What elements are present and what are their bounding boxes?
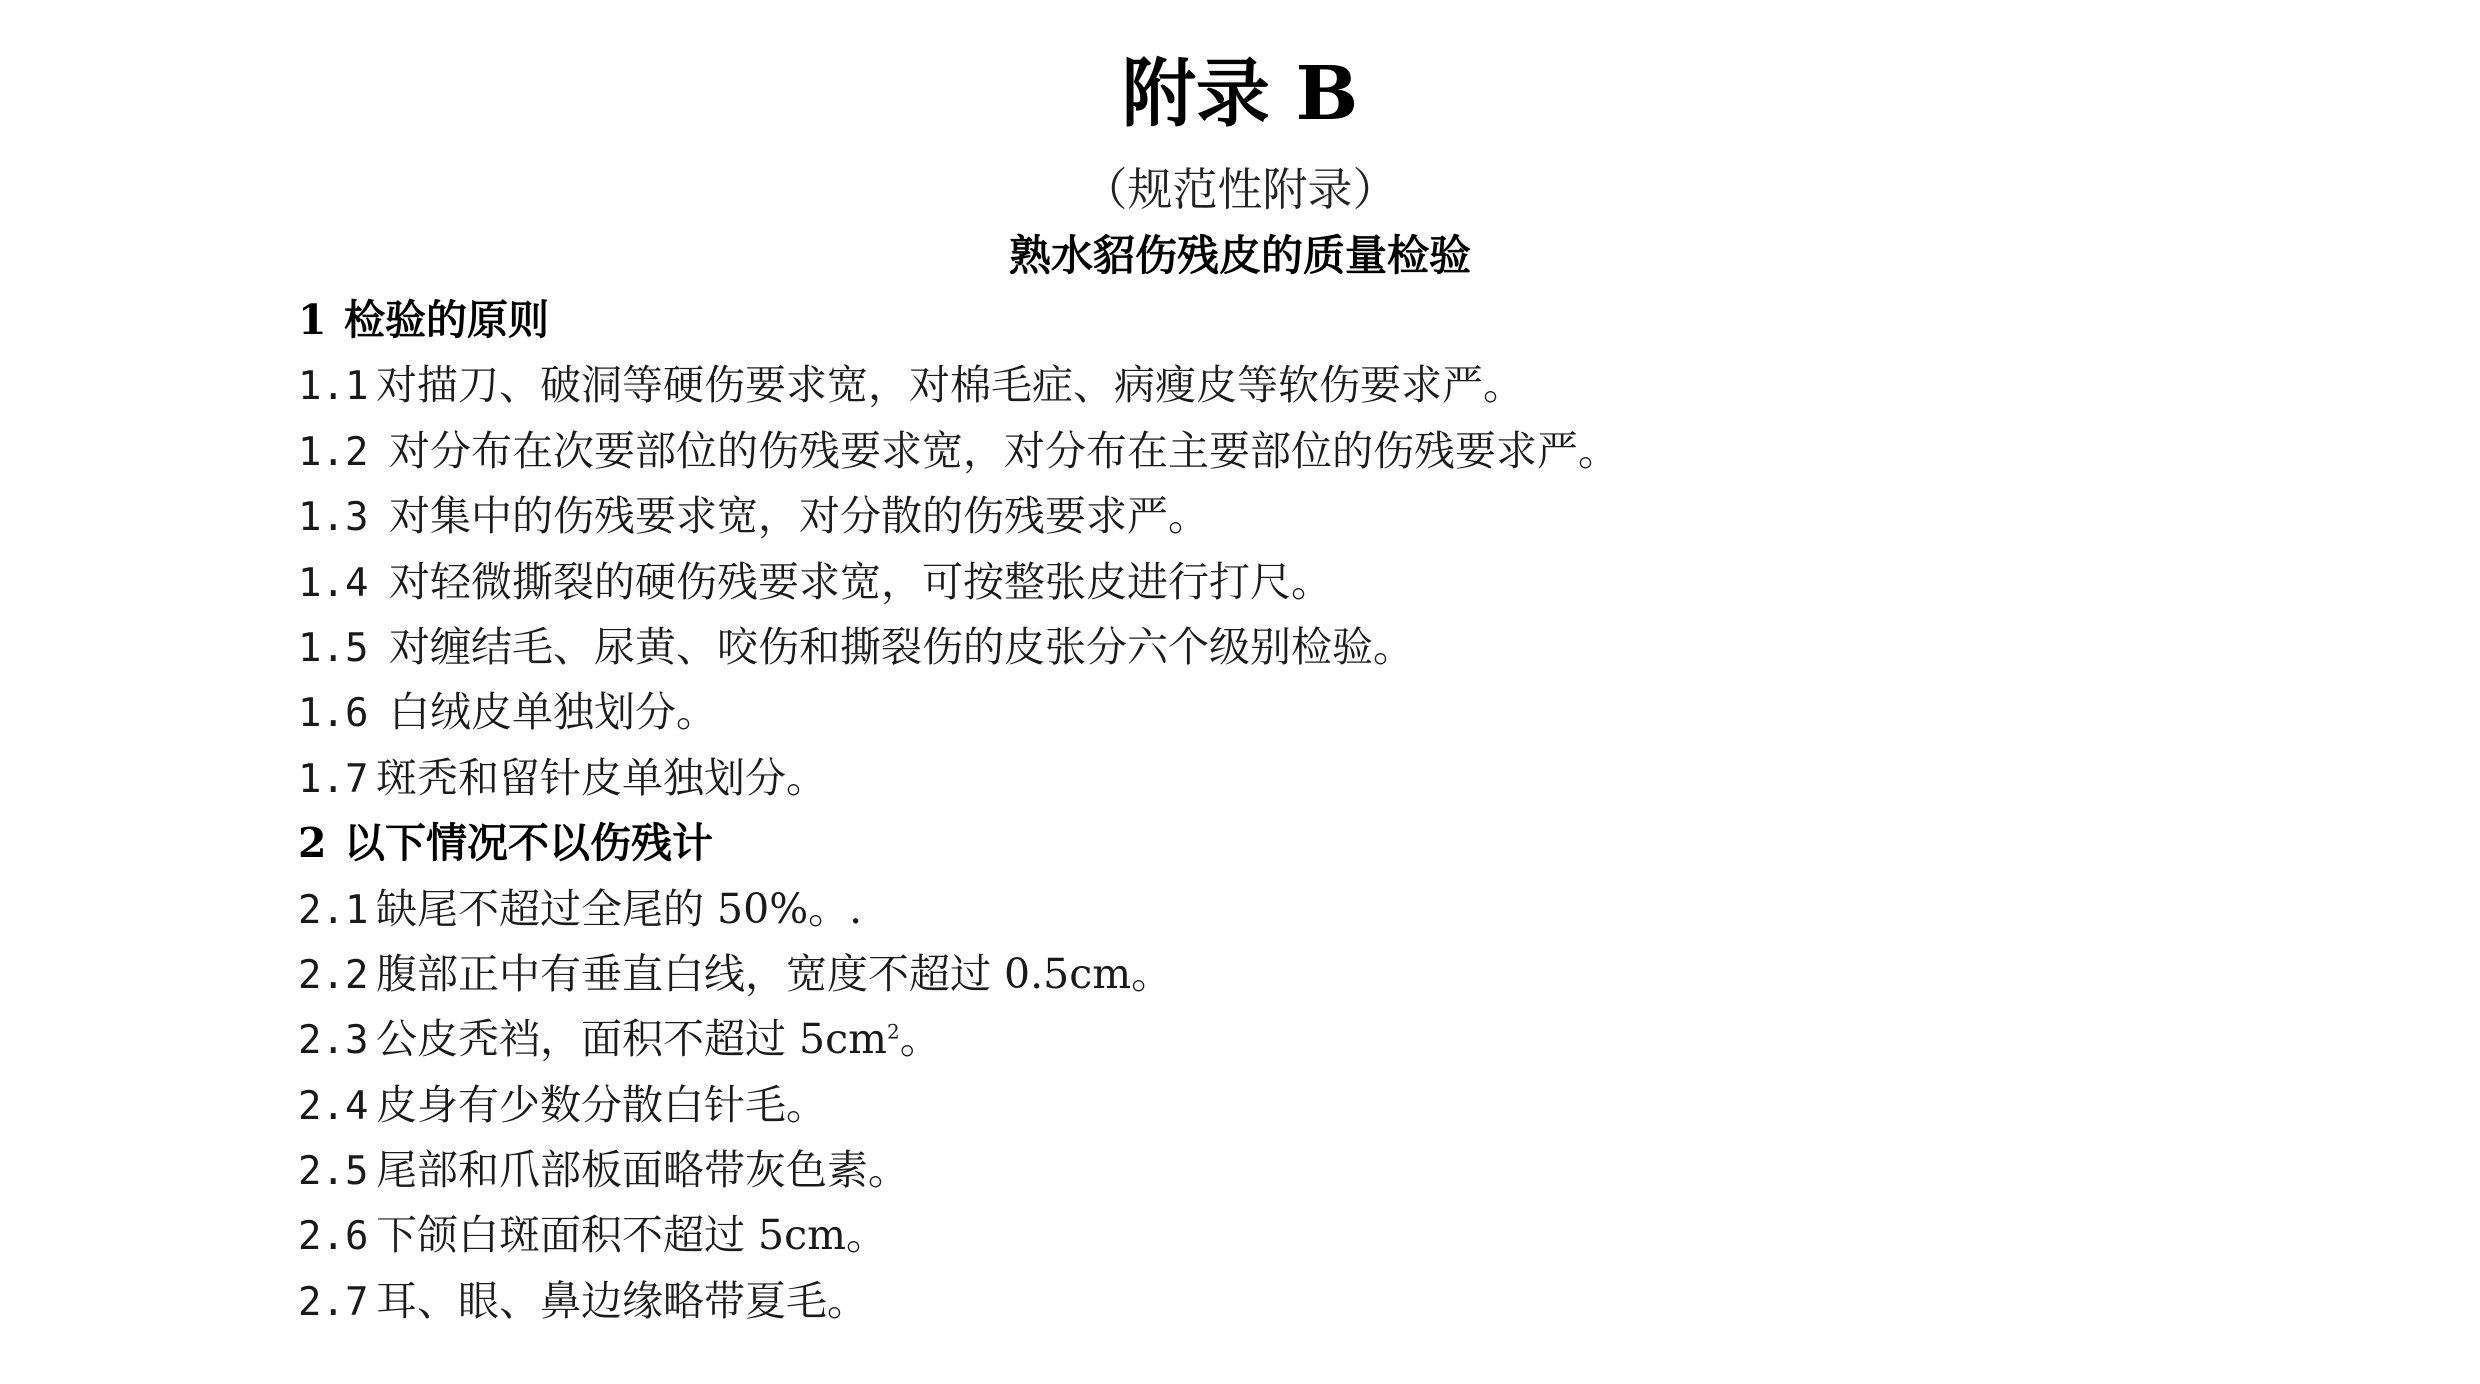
document-body bbox=[298, 288, 2298, 1334]
section-title-text: 检验的原则 bbox=[344, 296, 549, 344]
clause-number: 2.4 bbox=[298, 1083, 369, 1129]
clause-1-7 bbox=[298, 746, 2298, 811]
clause-number: 2.2 bbox=[298, 952, 369, 998]
clause-1-6 bbox=[298, 680, 2298, 745]
clause-2-6 bbox=[298, 1203, 2298, 1268]
clause-number: 1.2 bbox=[298, 429, 369, 475]
clause-number: 2.3 bbox=[298, 1018, 369, 1064]
clause-number: 1.3 bbox=[298, 495, 369, 541]
clause-2-5 bbox=[298, 1138, 2298, 1203]
section-number: 2 bbox=[298, 819, 327, 868]
section-1-title bbox=[298, 288, 2298, 353]
clause-text-suffix: 。 bbox=[899, 1015, 941, 1064]
clause-number: 2.6 bbox=[298, 1214, 369, 1260]
superscript-exponent: 2 bbox=[886, 1019, 900, 1044]
clause-text: 皮身有少数分散白针毛。 bbox=[376, 1080, 827, 1129]
clause-text: 耳、眼、鼻边缘略带夏毛。 bbox=[376, 1276, 868, 1325]
clause-text: 对轻微撕裂的硬伤残要求宽，可按整张皮进行打尺。 bbox=[376, 557, 1333, 606]
clause-number: 1.7 bbox=[298, 756, 369, 802]
clause-1-3 bbox=[298, 484, 2298, 549]
clause-number: 1.6 bbox=[298, 691, 369, 737]
clause-1-2 bbox=[298, 419, 2298, 484]
clause-2-3 bbox=[298, 1007, 2298, 1072]
clause-1-5 bbox=[298, 615, 2298, 680]
document-heading: 熟水貂伤残皮的质量检验 bbox=[1008, 231, 1471, 280]
clause-text: 尾部和爪部板面略带灰色素。 bbox=[376, 1146, 909, 1195]
clause-text: 缺尾不超过全尾的 50%。. bbox=[376, 884, 863, 933]
clause-text: 斑秃和留针皮单独划分。 bbox=[376, 753, 827, 802]
clause-2-2 bbox=[298, 942, 2298, 1007]
clause-text: 腹部正中有垂直白线，宽度不超过 0.5cm。 bbox=[376, 949, 1173, 998]
clause-number: 2.5 bbox=[298, 1149, 369, 1195]
clause-number: 1.5 bbox=[298, 625, 369, 671]
clause-text: 对描刀、破洞等硬伤要求宽，对棉毛症、病瘦皮等软伤要求严。 bbox=[376, 361, 1524, 410]
clause-2-1 bbox=[298, 877, 2298, 942]
clause-1-1 bbox=[298, 353, 2298, 418]
clause-text: 对缠结毛、尿黄、咬伤和撕裂伤的皮张分六个级别检验。 bbox=[376, 622, 1415, 671]
clause-text: 对分布在次要部位的伤残要求宽，对分布在主要部位的伤残要求严。 bbox=[376, 426, 1620, 475]
clause-2-7 bbox=[298, 1269, 2298, 1334]
clause-text: 下颌白斑面积不超过 5cm。 bbox=[376, 1211, 887, 1260]
clause-text: 白绒皮单独划分。 bbox=[376, 688, 718, 737]
appendix-subtitle: （规范性附录） bbox=[1082, 163, 1398, 216]
clause-text: 公皮秃裆，面积不超过 5cm bbox=[376, 1015, 887, 1064]
clause-2-4 bbox=[298, 1073, 2298, 1138]
clause-1-4 bbox=[298, 550, 2298, 615]
clause-number: 1.1 bbox=[298, 364, 369, 410]
clause-number: 2.1 bbox=[298, 887, 369, 933]
clause-number: 1.4 bbox=[298, 560, 369, 606]
appendix-title: 附录 B bbox=[1121, 51, 1359, 137]
section-number: 1 bbox=[298, 296, 327, 344]
clause-number: 2.7 bbox=[298, 1279, 369, 1325]
section-title-text: 以下情况不以伤残计 bbox=[344, 819, 713, 868]
section-2-title bbox=[298, 811, 2298, 876]
clause-text: 对集中的伤残要求宽，对分散的伤残要求严。 bbox=[376, 492, 1210, 541]
